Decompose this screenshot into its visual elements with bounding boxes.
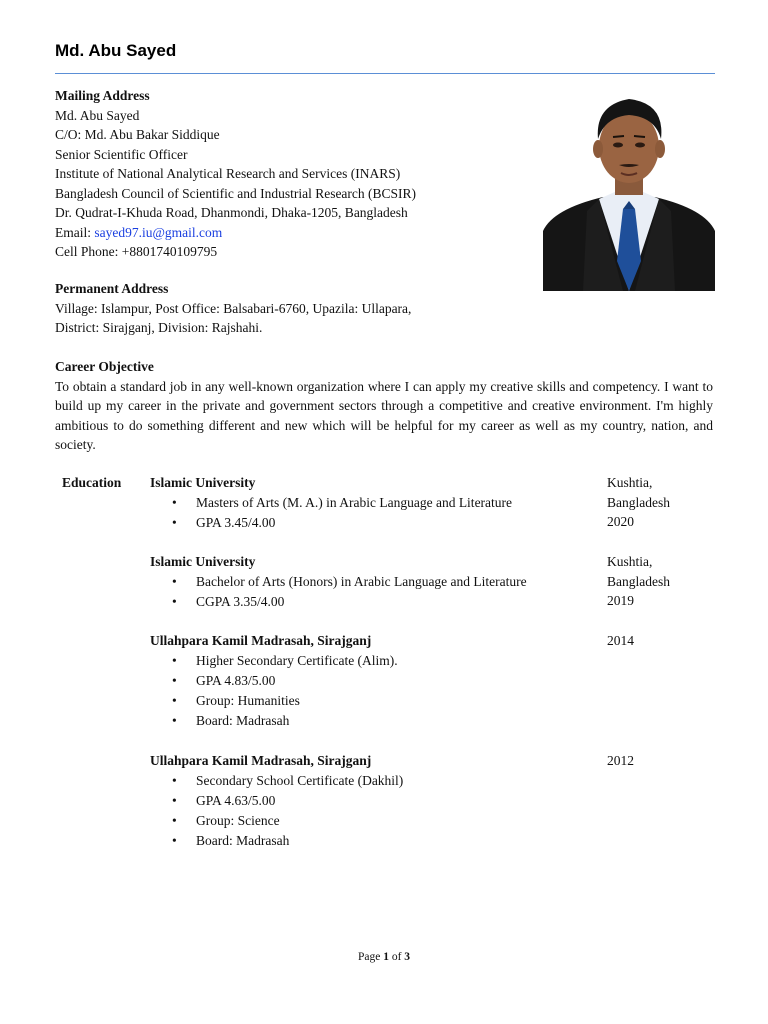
- mailing-line: Md. Abu Sayed: [55, 107, 140, 123]
- institution-name: Ullahpara Kamil Madrasah, Sirajganj: [150, 753, 372, 768]
- education-entry: [150, 552, 715, 612]
- bullet-icon: •: [172, 713, 177, 729]
- detail-text: Secondary School Certificate (Dakhil): [196, 772, 404, 788]
- education-detail-item: [150, 671, 715, 691]
- of-word: of: [391, 951, 402, 963]
- year: 2020: [607, 514, 634, 529]
- location-year: [607, 552, 670, 611]
- detail-text: GPA 4.83/5.00: [196, 672, 276, 688]
- education-detail-item: [150, 811, 715, 831]
- detail-text: Group: Science: [196, 813, 280, 829]
- permanent-line: Village: Islampur, Post Office: Balsabari-6760, Upazila: Ullapara,: [55, 300, 412, 316]
- education-detail-item: [150, 691, 715, 711]
- permanent-address-heading: Permanent Address: [55, 281, 169, 296]
- career-objective-section: [55, 357, 713, 455]
- location-country: Bangladesh: [607, 494, 670, 510]
- detail-text: GPA 4.63/5.00: [196, 792, 276, 808]
- current-page-number: 1: [383, 951, 389, 963]
- mailing-line: Institute of National Analytical Research and Services (INARS): [55, 166, 401, 181]
- email-label: Email:: [55, 224, 95, 240]
- detail-text: Higher Secondary Certificate (Alim).: [196, 652, 398, 668]
- education-label: Education: [62, 475, 122, 490]
- page-word: Page: [357, 951, 381, 963]
- mailing-address-heading: Mailing Address: [55, 88, 150, 103]
- mailing-line: C/O: Md. Abu Bakar Siddique: [55, 127, 220, 142]
- year: 2014: [607, 633, 634, 648]
- detail-text: GPA 3.45/4.00: [196, 514, 276, 530]
- education-detail-item: [150, 771, 715, 791]
- education-details: [150, 771, 715, 852]
- location-year: [607, 473, 670, 532]
- bullet-icon: •: [172, 593, 177, 609]
- email-line: [55, 223, 416, 243]
- page-indicator: [0, 951, 768, 963]
- mailing-line: Dr. Qudrat-I-Khuda Road, Dhanmondi, Dhaka-1205, Bangladesh: [55, 205, 408, 220]
- education-detail-item: [150, 791, 715, 811]
- bullet-icon: •: [172, 813, 177, 829]
- bullet-icon: •: [172, 833, 177, 849]
- institution-name: Ullahpara Kamil Madrasah, Sirajganj: [150, 633, 372, 648]
- institution-name: Islamic University: [150, 554, 256, 569]
- bullet-icon: •: [172, 792, 177, 808]
- location-year: [607, 751, 634, 771]
- bullet-icon: •: [172, 672, 177, 688]
- email-link[interactable]: sayed97.iu@gmail.com: [94, 224, 223, 240]
- location-city: Kushtia,: [607, 475, 653, 490]
- education-detail-item: [150, 711, 715, 731]
- detail-text: Board: Madrasah: [196, 833, 290, 849]
- header-divider: [55, 73, 715, 74]
- detail-text: Masters of Arts (M. A.) in Arabic Language and Literature: [196, 494, 513, 510]
- education-entry: [150, 751, 715, 852]
- bullet-icon: •: [172, 693, 177, 709]
- detail-text: Bachelor of Arts (Honors) in Arabic Language and Literature: [196, 573, 527, 589]
- location-country: Bangladesh: [607, 573, 670, 589]
- career-objective-text: To obtain a standard job in any well-known organization where I can apply my creative skills and competency. I want to build up my career in the private and government sectors through a competitive and creative environment. I'm highly ambitious to do something different and new which will be helpful for my career as well as my country, nation, and society.: [55, 378, 713, 452]
- profile-photo: [543, 91, 715, 291]
- detail-text: Board: Madrasah: [196, 713, 290, 729]
- education-entry: [150, 631, 715, 732]
- education-details: [150, 651, 715, 732]
- resume-name: Md. Abu Sayed: [55, 41, 177, 60]
- bullet-icon: •: [172, 573, 177, 589]
- total-pages-number: 3: [404, 951, 411, 963]
- year: 2019: [607, 593, 634, 608]
- location-city: Kushtia,: [607, 554, 653, 569]
- mailing-line: Bangladesh Council of Scientific and Industrial Research (BCSIR): [55, 185, 417, 201]
- mailing-line: Senior Scientific Officer: [55, 146, 188, 162]
- bullet-icon: •: [172, 652, 177, 668]
- bullet-icon: •: [172, 772, 177, 788]
- detail-text: CGPA 3.35/4.00: [196, 593, 285, 609]
- year: 2012: [607, 753, 634, 768]
- detail-text: Group: Humanities: [196, 693, 300, 709]
- bullet-icon: •: [172, 494, 177, 510]
- location-year: [607, 631, 634, 651]
- permanent-line: District: Sirajganj, Division: Rajshahi.: [55, 320, 263, 335]
- career-objective-heading: Career Objective: [55, 359, 154, 374]
- phone-line: Cell Phone: +8801740109795: [55, 244, 218, 259]
- institution-name: Islamic University: [150, 475, 256, 490]
- education-detail-item: [150, 831, 715, 851]
- mailing-address-section: [55, 86, 416, 262]
- education-entry: [150, 473, 715, 533]
- education-detail-item: [150, 651, 715, 671]
- permanent-address-section: [55, 279, 411, 338]
- bullet-icon: •: [172, 514, 177, 530]
